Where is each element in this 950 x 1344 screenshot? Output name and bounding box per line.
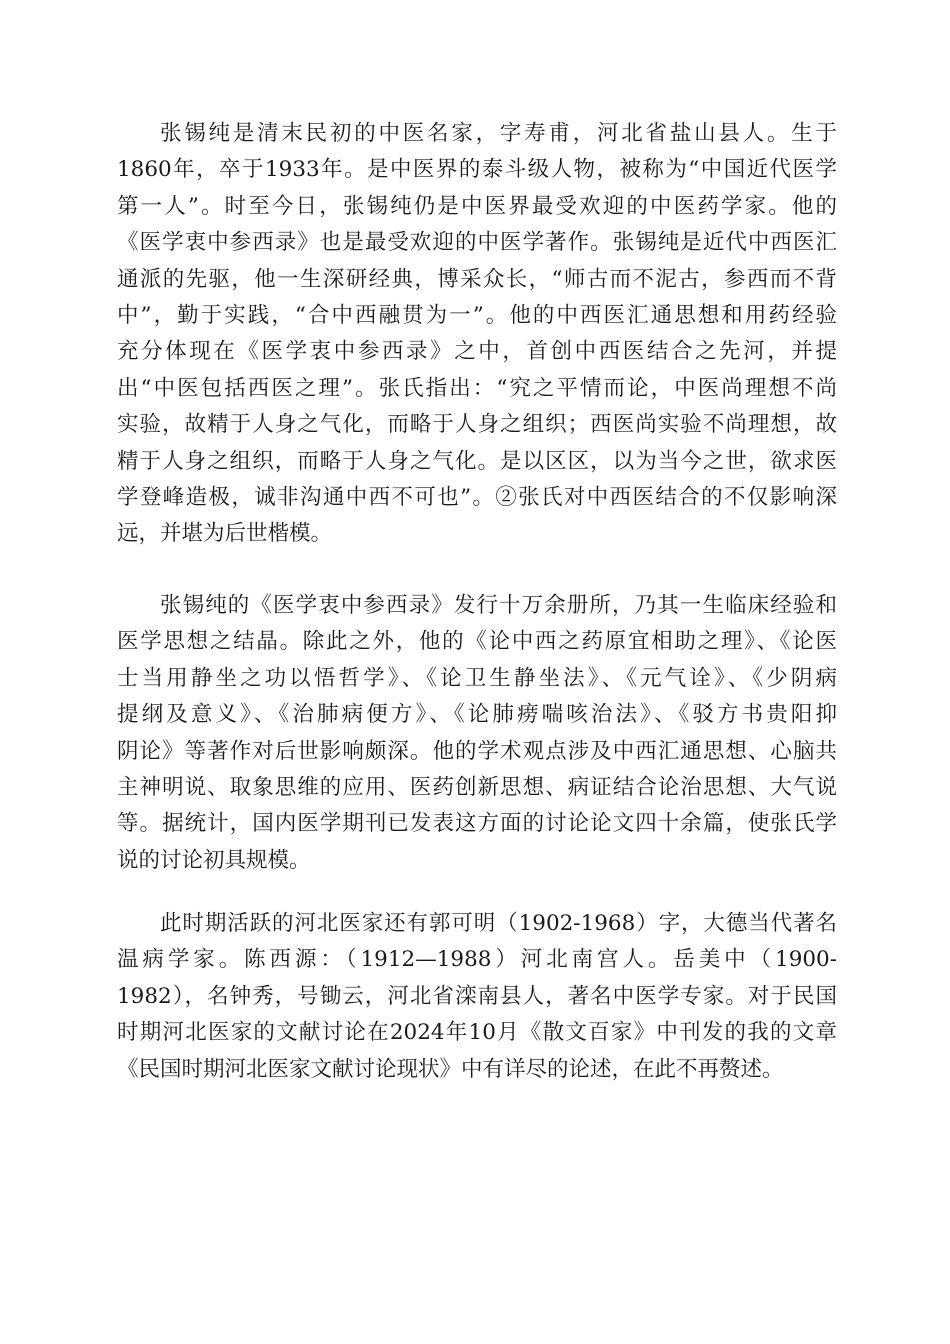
paragraph-hebei-physicians (117, 906, 837, 1088)
text-line: 学登峰造极，诚非沟通中西不可也”。②张氏对中西医结合的不仅影响深 (117, 484, 837, 510)
text-line: 实验，故精于人身之气化，而略于人身之组织；西医尚实验不尚理想，故 (117, 412, 837, 438)
paragraph-zhang-works (117, 588, 837, 879)
text-line: 等。据统计，国内医学期刊已发表这方面的讨论论文四十余篇，使张氏学 (117, 811, 837, 837)
text-line: 张锡纯的《医学衷中参西录》发行十万余册所，乃其一生临床经验和 (160, 593, 837, 618)
text-line: 说的讨论初具规模。 (117, 847, 311, 873)
text-line: 1982），名钟秀，号锄云，河北省滦南县人，著名中医学专家。对于民国 (117, 983, 837, 1009)
text-line: 1860年，卒于1933年。是中医界的泰斗级人物，被称为“中国近代医学 (117, 157, 837, 183)
text-line: 时期河北医家的文献讨论在2024年10月《散文百家》中刊发的我的文章 (117, 1020, 837, 1046)
text-line: 中”，勤于实践，“合中西融贯为一”。他的中西医汇通思想和用药经验 (117, 302, 837, 328)
text-line: 主神明说、取象思维的应用、医药创新思想、病证结合论治思想、大气说 (117, 774, 837, 800)
text-line: 出“中医包括西医之理”。张氏指出：“究之平情而论，中医尚理想不尚 (117, 375, 837, 401)
paragraph-zhang-xichun-intro (117, 116, 837, 553)
text-line: 通派的先驱，他一生深研经典，博采众长，“师古而不泥古，参西而不背 (117, 266, 837, 292)
text-line: 充分体现在《医学衷中参西录》之中，首创中西医结合之先河，并提 (117, 339, 837, 365)
text-line: 士当用静坐之功以悟哲学》、《论卫生静坐法》、《元气诠》、《少阴病 (117, 665, 837, 691)
text-line: 此时期活跃的河北医家还有郭可明（1902-1968）字，大德当代著名 (160, 911, 837, 936)
text-line: 阴论》等著作对后世影响颇深。他的学术观点涉及中西汇通思想、心脑共 (117, 738, 837, 764)
text-line: 精于人身之组织，而略于人身之气化。是以区区，以为当今之世，欲求医 (117, 448, 837, 474)
text-line: 《医学衷中参西录》也是最受欢迎的中医学著作。张锡纯是近代中西医汇 (117, 230, 837, 256)
text-line: 《民国时期河北医家文献讨论现状》中有详尽的论述，在此不再赘述。 (117, 1056, 784, 1082)
text-line: 张锡纯是清末民初的中医名家，字寿甫，河北省盐山县人。生于 (160, 121, 837, 146)
text-line: 提纲及意义》、《治肺病便方》、《论肺痨喘咳治法》、《驳方书贵阳抑 (117, 702, 837, 728)
text-line: 医学思想之结晶。除此之外，他的《论中西之药原宜相助之理》、《论医 (117, 629, 837, 655)
text-line: 远，并堪为后世楷模。 (117, 521, 333, 547)
text-line: 第一人”。时至今日，张锡纯仍是中医界最受欢迎的中医药学家。他的 (117, 193, 837, 219)
text-line: 温病学家。陈西源：（1912—1988）河北南宫人。岳美中（1900- (117, 947, 837, 973)
